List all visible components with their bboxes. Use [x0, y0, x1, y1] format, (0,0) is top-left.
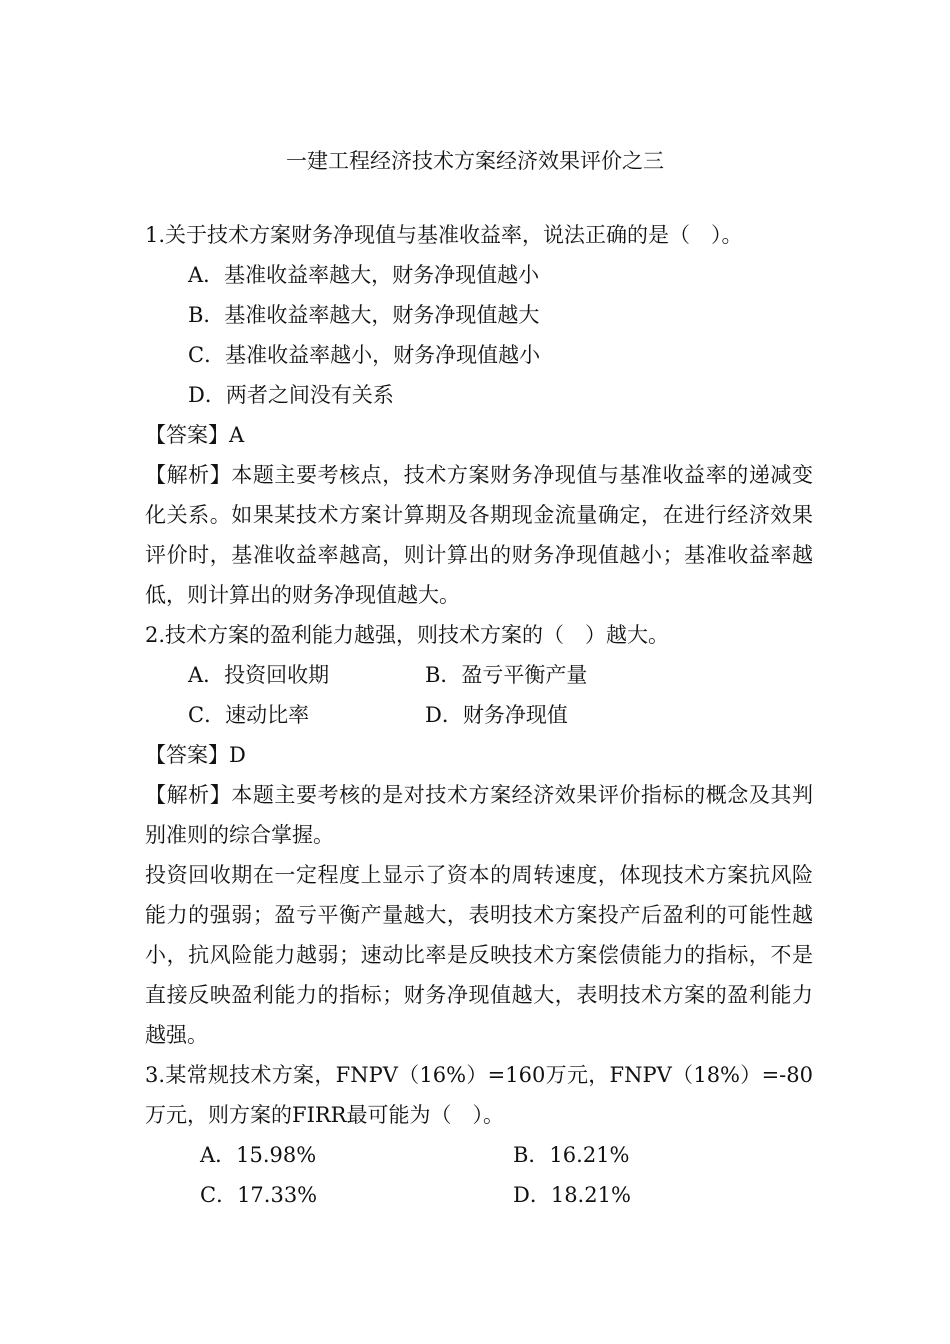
- question-1-option-a: A．基准收益率越大，财务净现值越小: [188, 263, 540, 287]
- question-1-stem: 1.关于技术方案财务净现值与基准收益率，说法正确的是（ ）。: [145, 223, 743, 247]
- question-2-option-c: C．速动比率: [188, 703, 310, 727]
- page-title: 一建工程经济技术方案经济效果评价之三: [286, 149, 664, 173]
- question-3-option-row-2: [145, 1175, 813, 1215]
- question-2-option-row-1: [145, 655, 813, 695]
- question-2-option-d: D．财务净现值: [425, 703, 568, 727]
- question-1-option-c: C．基准收益率越小，财务净现值越小: [188, 343, 541, 367]
- question-3-option-d: D．18.21%: [513, 1183, 631, 1207]
- question-2-answer: 【答案】D: [145, 743, 246, 767]
- question-2-option-b: B．盈亏平衡产量: [425, 663, 588, 687]
- question-1-analysis: 【解析】本题主要考核点，技术方案财务净现值与基准收益率的递减变化关系。如果某技术方案计算期及各期现金流量确定，在进行经济效果评价时，基准收益率越高，则计算出的财务净现值越小；基准收益率越低，则计算出的财务净现值越大。: [145, 463, 813, 607]
- question-2-option-a: A．投资回收期: [188, 663, 330, 687]
- question-3-option-row-1: [145, 1135, 813, 1175]
- question-2-stem: 2.技术方案的盈利能力越强，则技术方案的（ ）越大。: [145, 623, 670, 647]
- question-3-option-a: A．15.98%: [200, 1143, 317, 1167]
- document-body: [145, 215, 813, 1215]
- question-1-answer: 【答案】A: [145, 423, 245, 447]
- question-3-option-c: C．17.33%: [200, 1183, 318, 1207]
- question-2-option-row-2: [145, 695, 813, 735]
- question-3-stem: 3.某常规技术方案，FNPV（16%）=160万元，FNPV（18%）=-80万元，则方案的FIRR最可能为（ ）。: [145, 1063, 813, 1127]
- question-3-option-b: B．16.21%: [513, 1143, 630, 1167]
- question-1-option-d: D．两者之间没有关系: [188, 383, 394, 407]
- question-1-option-b: B．基准收益率越大，财务净现值越大: [188, 303, 540, 327]
- question-2-analysis-intro: 【解析】本题主要考核的是对技术方案经济效果评价指标的概念及其判别准则的综合掌握。: [145, 783, 813, 847]
- question-2-analysis-detail: 投资回收期在一定程度上显示了资本的周转速度，体现技术方案抗风险能力的强弱；盈亏平衡产量越大，表明技术方案投产后盈利的可能性越小，抗风险能力越弱；速动比率是反映技术方案偿债能力的指标，不是直接反映盈利能力的指标；财务净现值越大，表明技术方案的盈利能力越强。: [145, 863, 813, 1047]
